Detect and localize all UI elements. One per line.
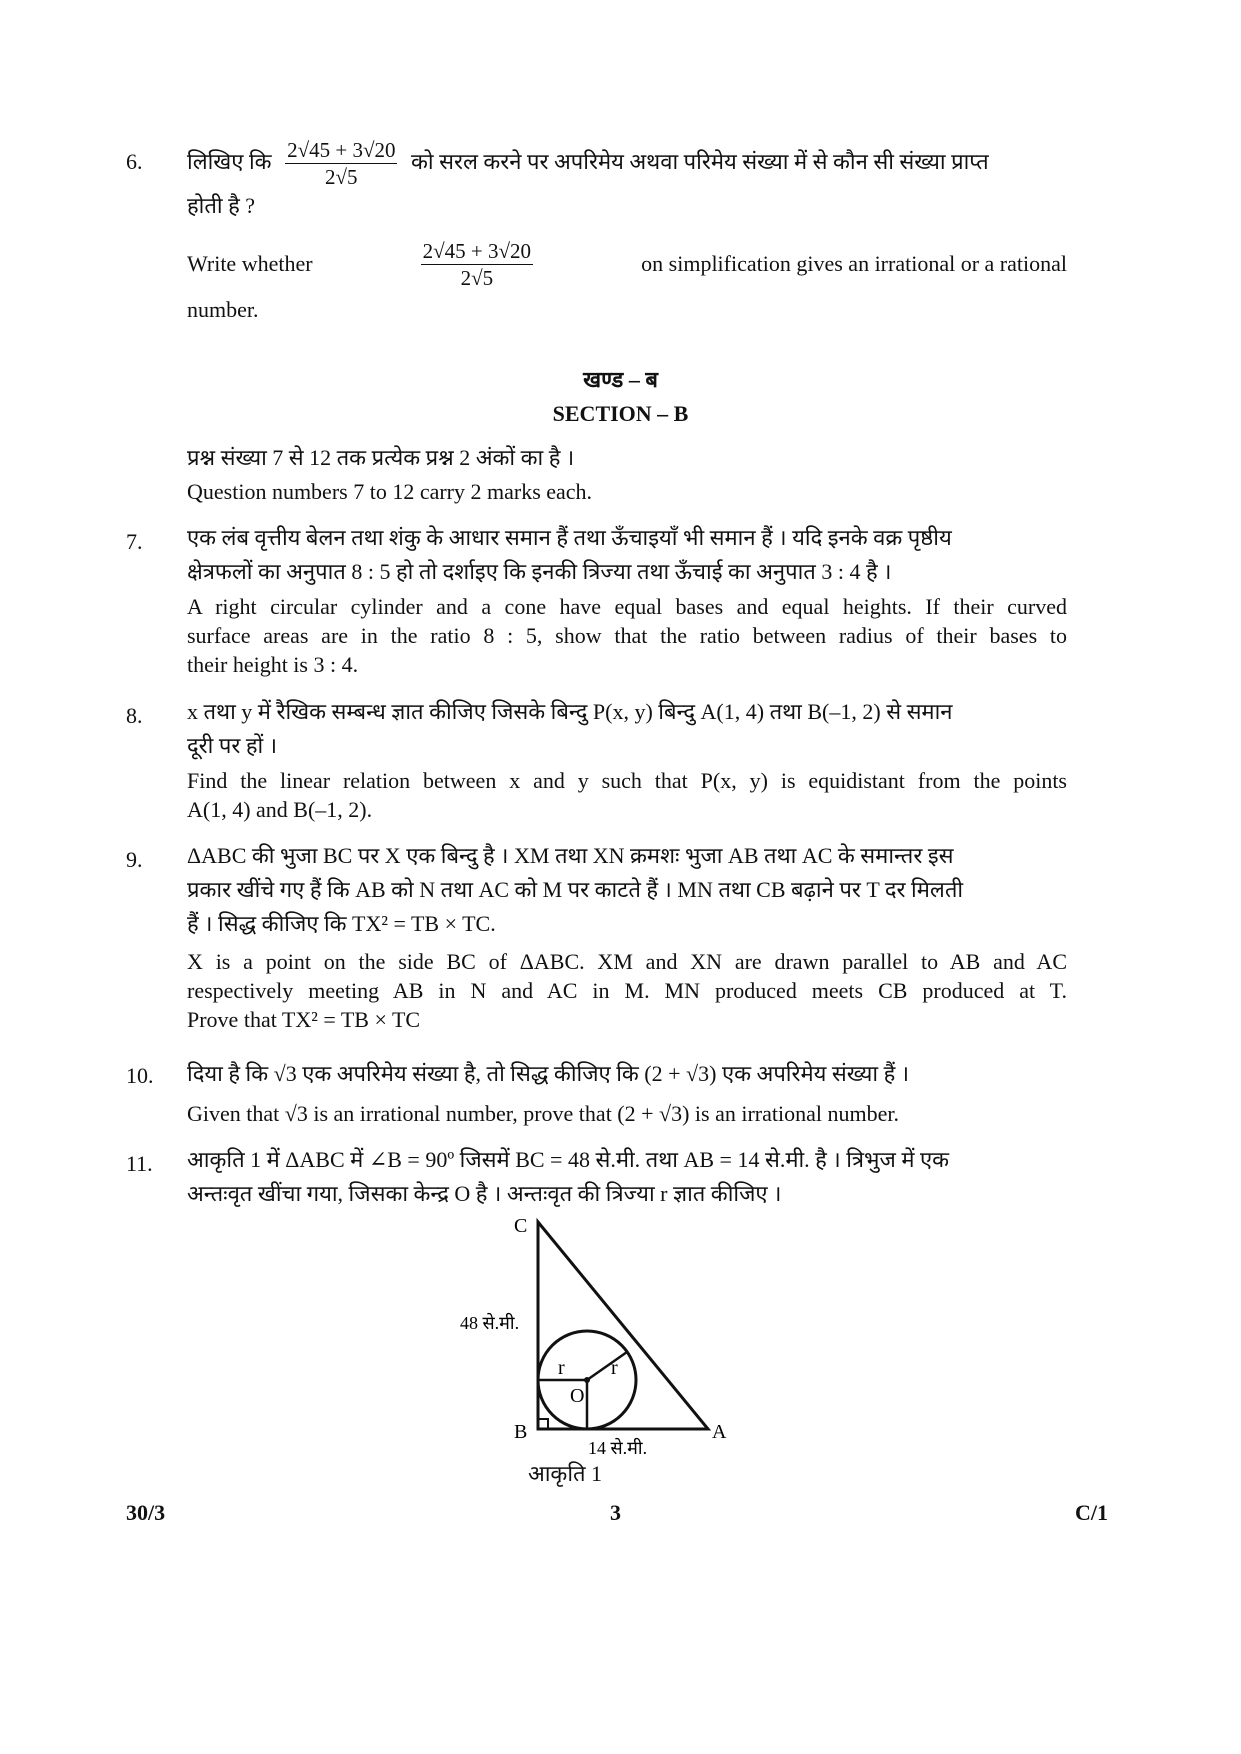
section-hindi-note: प्रश्न संख्या 7 से 12 तक प्रत्येक प्रश्न 2 अंकों का है । bbox=[187, 445, 575, 470]
q8-english-line1: Find the linear relation between x and y such that P(x, y) is equidistant from the points bbox=[187, 768, 1067, 793]
q9-english-line2: respectively meeting AB in N and AC in M. MN produced meets CB produced at T. bbox=[187, 978, 1067, 1003]
vertex-a-label: A bbox=[712, 1421, 727, 1443]
q9-hindi-line3: हैं । सिद्ध कीजिए कि TX² = TB × TC. bbox=[187, 911, 496, 936]
section-english-title: SECTION – B bbox=[552, 401, 689, 426]
q9-hindi-line1: ΔABC की भुजा BC पर X एक बिन्दु है । XM तथा XN क्रमशः भुजा AB तथा AC के समान्तर इस bbox=[187, 843, 954, 868]
center-point bbox=[584, 1377, 590, 1383]
q6-fraction-denominator: 2√5 bbox=[325, 165, 358, 190]
q10-number: 10. bbox=[126, 1063, 154, 1088]
q9-english-line3: Prove that TX² = TB × TC bbox=[187, 1007, 421, 1032]
q6-number: 6. bbox=[126, 149, 143, 174]
q9-number: 9. bbox=[126, 847, 143, 872]
radius-to-ac bbox=[587, 1352, 627, 1380]
q6-hindi-line2: होती है ? bbox=[187, 193, 256, 218]
q6-english-before: Write whether bbox=[187, 251, 313, 276]
q7-english-line3: their height is 3 : 4. bbox=[187, 652, 359, 677]
figure-caption: आकृति 1 bbox=[527, 1461, 603, 1486]
section-hindi-title: खण्ड – ब bbox=[583, 367, 658, 392]
q7-english-line2: surface areas are in the ratio 8 : 5, show that the ratio between radius of their bases to bbox=[187, 623, 1067, 648]
center-o-label: O bbox=[570, 1385, 585, 1407]
radius-label-1: r bbox=[558, 1357, 565, 1379]
q7-hindi-line1: एक लंब वृत्तीय बेलन तथा शंकु के आधार समान हैं तथा ऊँचाइयाँ भी समान हैं । यदि इनके वक्र पृष्ठीय bbox=[187, 525, 952, 550]
q6-fraction-numerator-en: 2√45 + 3√20 bbox=[422, 238, 532, 263]
q6-hindi-after: को सरल करने पर अपरिमेय अथवा परिमेय संख्या में से कौन सी संख्या प्राप्त bbox=[410, 149, 989, 174]
q6-fraction-hindi bbox=[285, 137, 397, 190]
q8-hindi-line1: x तथा y में रैखिक सम्बन्ध ज्ञात कीजिए जिसके बिन्दु P(x, y) बिन्दु A(1, 4) तथा B(–1, 2) से समान bbox=[187, 699, 953, 724]
triangle-abc bbox=[538, 1222, 708, 1429]
q11-hindi-line1: आकृति 1 में ΔABC में ∠B = 90º जिसमें BC = 48 से.मी. तथा AB = 14 से.मी. है । त्रिभुज में एक bbox=[187, 1147, 950, 1172]
q8-english-line2: A(1, 4) and B(–1, 2). bbox=[187, 797, 373, 822]
q7-english-line1: A right circular cylinder and a cone have equal bases and equal heights. If their curved bbox=[187, 594, 1067, 619]
footer-paper-code: 30/3 bbox=[126, 1500, 166, 1525]
q11-hindi-line2: अन्तःवृत खींचा गया, जिसका केन्द्र O है । अन्तःवृत की त्रिज्या r ज्ञात कीजिए । bbox=[187, 1181, 782, 1206]
footer-page-number: 3 bbox=[610, 1500, 621, 1525]
q6-english-line1 bbox=[187, 226, 1067, 302]
footer-set-code: C/1 bbox=[1075, 1500, 1108, 1525]
q6-fraction-numerator: 2√45 + 3√20 bbox=[287, 138, 396, 163]
q8-hindi-line2: दूरी पर हों । bbox=[187, 733, 278, 758]
section-english-note: Question numbers 7 to 12 carry 2 marks each. bbox=[187, 479, 593, 504]
triangle-incircle-figure bbox=[440, 1212, 740, 1482]
q7-hindi-line2: क्षेत्रफलों का अनुपात 8 : 5 हो तो दर्शाइए कि इनकी त्रिज्या तथा ऊँचाई का अनुपात 3 : 4 है । bbox=[187, 559, 892, 584]
q10-hindi-line: दिया है कि √3 एक अपरिमेय संख्या है, तो सिद्ध कीजिए कि (2 + √3) एक अपरिमेय संख्या हैं । bbox=[187, 1061, 910, 1086]
radius-label-2: r bbox=[611, 1357, 618, 1379]
vertex-c-label: C bbox=[514, 1215, 528, 1237]
q6-english-after: on simplification gives an irrational or a rational bbox=[641, 251, 1067, 276]
q6-english-line2: number. bbox=[187, 297, 259, 322]
q6-hindi-before: लिखिए कि bbox=[187, 149, 272, 174]
q6-fraction-english bbox=[421, 238, 533, 291]
q8-number: 8. bbox=[126, 703, 143, 728]
q10-english-line: Given that √3 is an irrational number, prove that (2 + √3) is an irrational number. bbox=[187, 1101, 899, 1126]
q7-number: 7. bbox=[126, 529, 143, 554]
vertex-b-label: B bbox=[514, 1421, 528, 1443]
q9-english-line1: X is a point on the side BC of ΔABC. XM and XN are drawn parallel to AB and AC bbox=[187, 949, 1067, 974]
side-ab-length: 14 से.मी. bbox=[588, 1438, 648, 1458]
q6-fraction-denominator-en: 2√5 bbox=[460, 265, 494, 290]
q6-hindi-line1 bbox=[187, 124, 1067, 200]
q11-number: 11. bbox=[126, 1151, 153, 1176]
side-bc-length: 48 से.मी. bbox=[460, 1313, 520, 1333]
q9-hindi-line2: प्रकार खींचे गए हैं कि AB को N तथा AC को M पर काटते हैं । MN तथा CB बढ़ाने पर T दर मिलती bbox=[187, 877, 964, 902]
